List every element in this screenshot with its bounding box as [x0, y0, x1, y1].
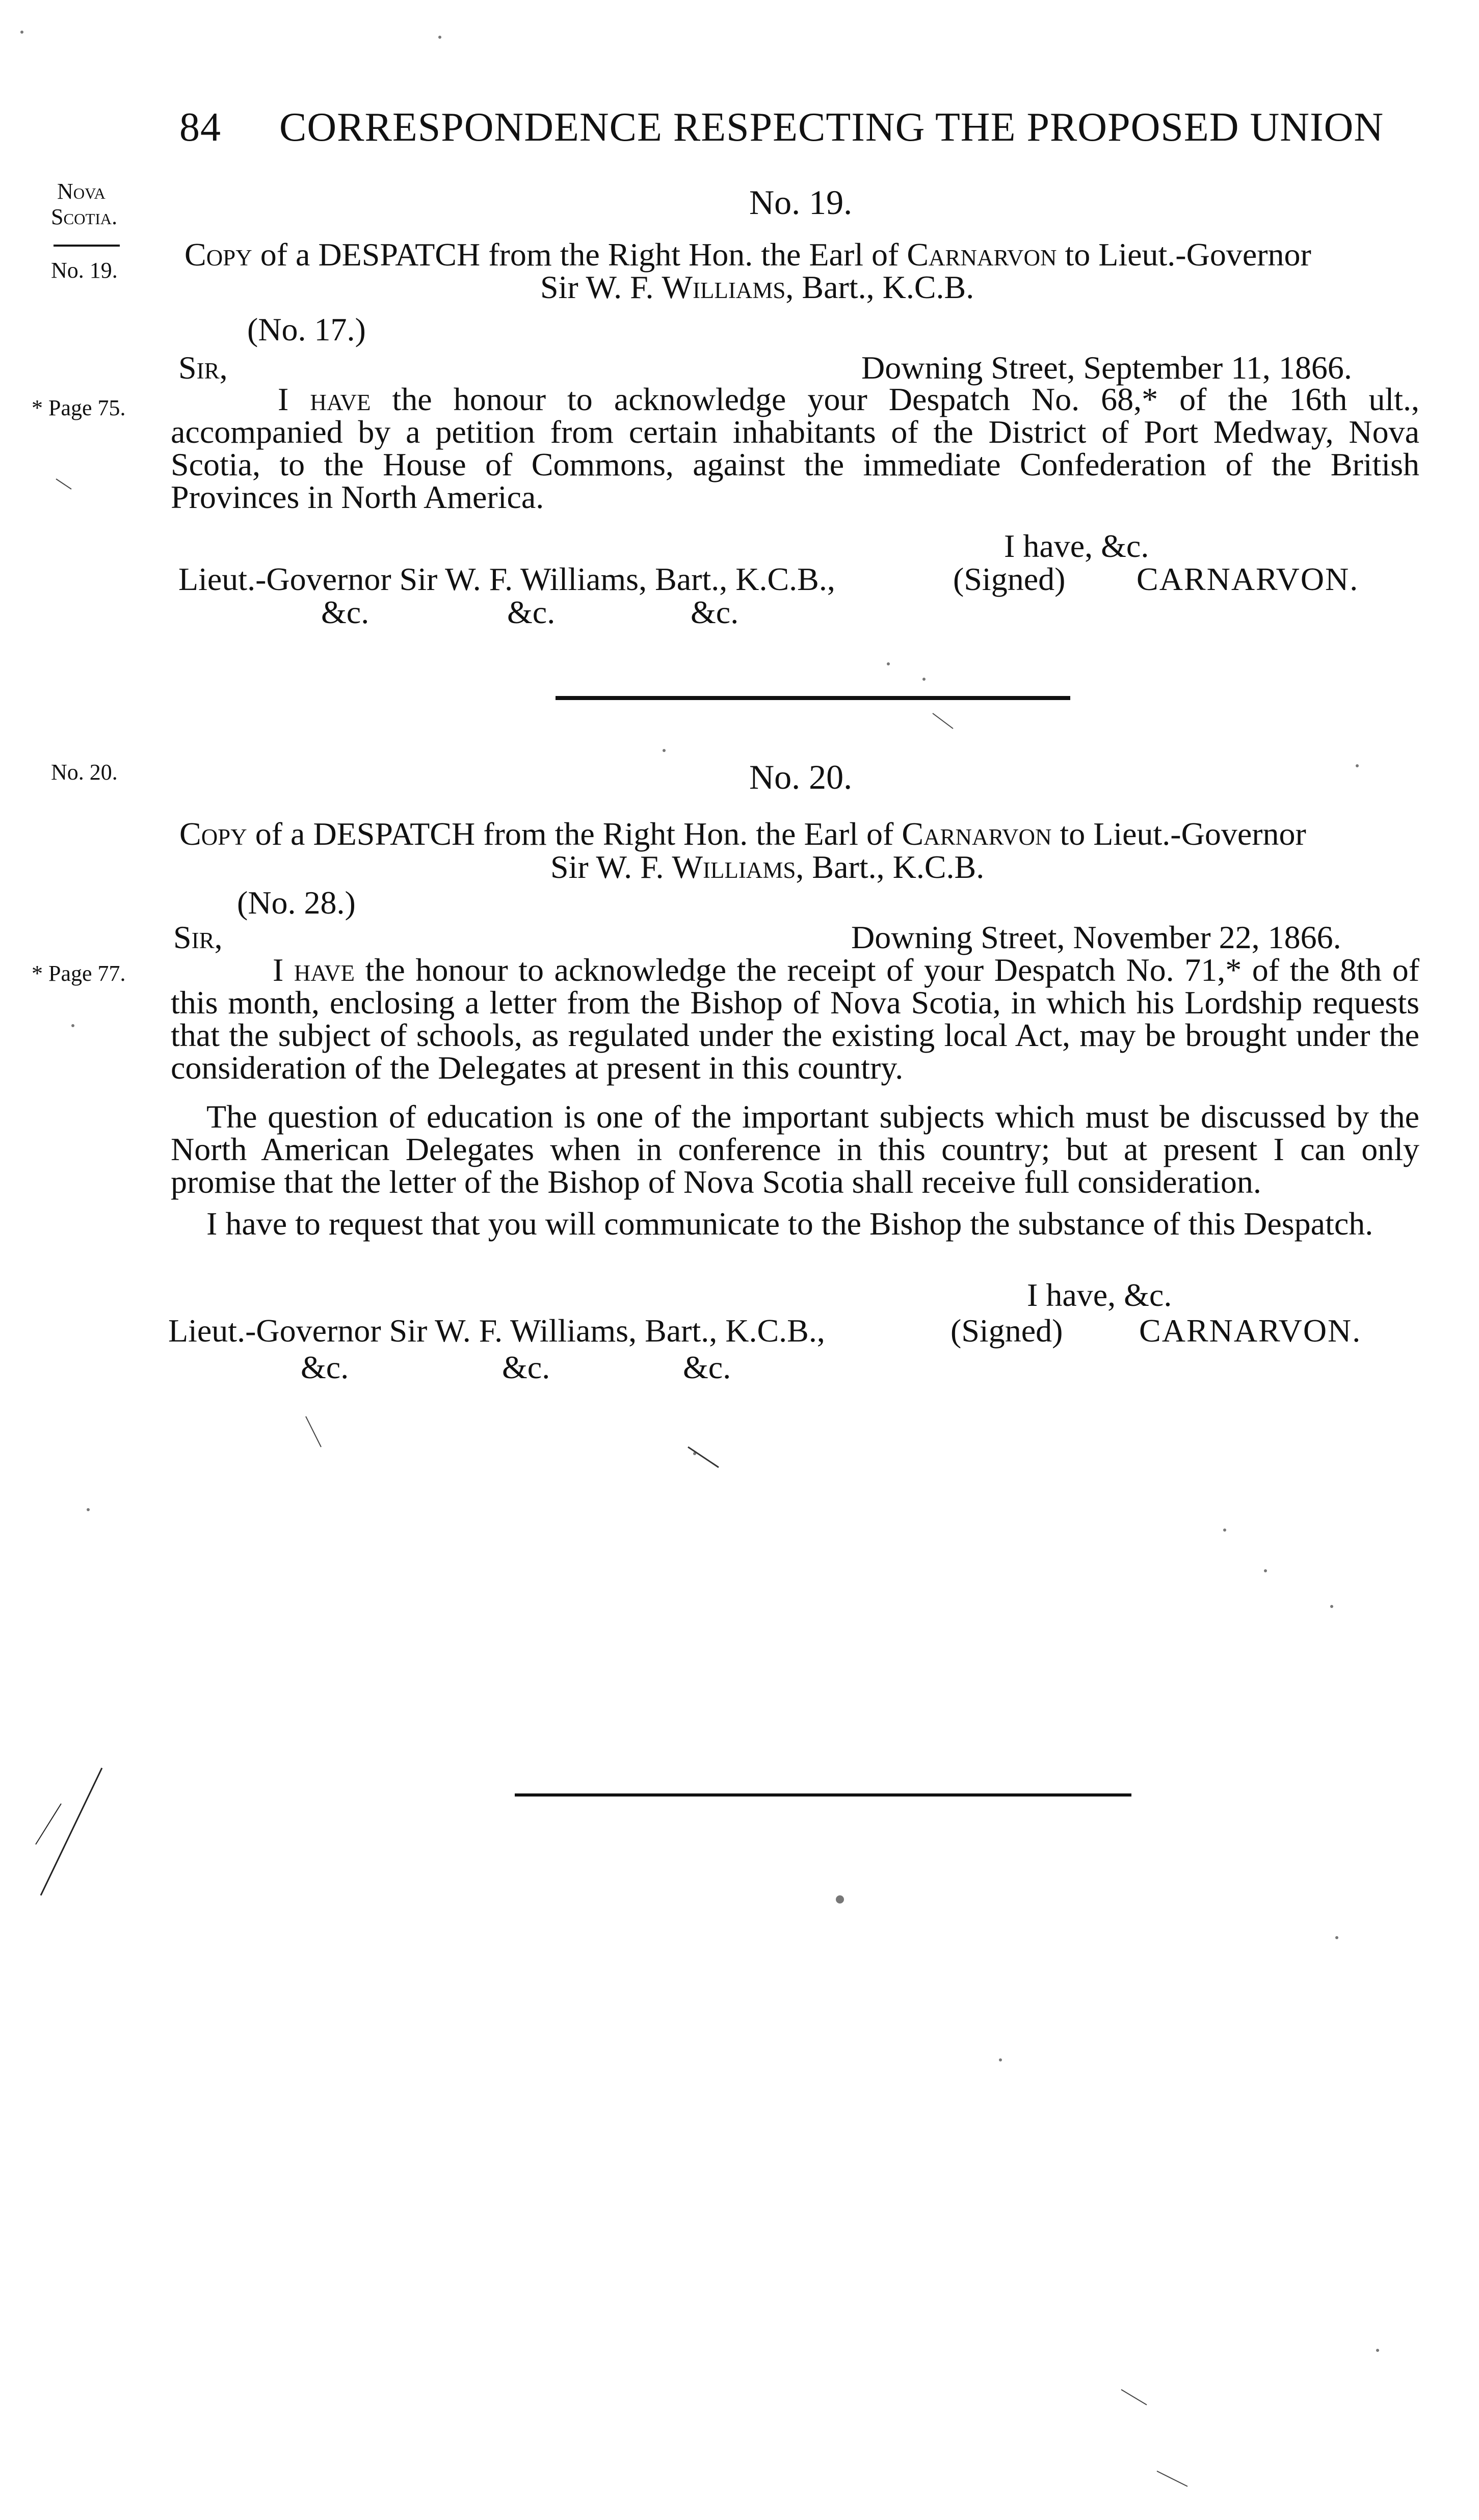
despatch-20-number: No. 20. — [749, 758, 853, 796]
despatch-20-para-lead: I have — [273, 952, 355, 988]
despatch-19-title-text: of a DESPATCH from the Right Hon. the Earl of — [260, 236, 899, 273]
despatch-19-sir: Sir W. F. — [540, 269, 654, 305]
despatch-19-title-to: to Lieut.-Governor — [1065, 236, 1311, 273]
margin-province-line1: Nova — [57, 179, 105, 204]
page-number: 84 — [179, 105, 221, 150]
despatch-19-para-text: the honour to acknowledge your Despatch No. 68,* of the 16th ult., accompanied by a petition from certain inhabitants of the District of Port Medway, Nova Scotia, to the House of Commons, against the immediate Confederation of the British Provinces in North America. — [171, 381, 1420, 515]
margin-ref-page75: * Page 75. — [32, 395, 126, 420]
despatch-20-salutation: Sir, — [173, 919, 223, 955]
despatch-20-etc-1: &c. — [301, 1349, 349, 1385]
despatch-20-addressee: Lieut.-Governor Sir W. F. Williams, Bart., K.C.B., — [168, 1312, 825, 1349]
despatch-20-closing: I have, &c. — [1027, 1277, 1172, 1313]
despatch-20-copy: Copy — [179, 816, 247, 852]
despatch-20-etc-2: &c. — [502, 1349, 550, 1385]
despatch-19-closing: I have, &c. — [1004, 528, 1149, 564]
despatch-19-copy: Copy — [184, 236, 252, 273]
despatch-20-title-to: to Lieut.-Governor — [1060, 816, 1306, 852]
despatch-19-number: No. 19. — [749, 183, 853, 222]
running-title: CORRESPONDENCE RESPECTING THE PROPOSED UNION — [279, 105, 1384, 150]
despatch-20-despatch-no: (No. 28.) — [237, 884, 356, 921]
despatch-19-addressee: Lieut.-Governor Sir W. F. Williams, Bart., K.C.B., — [178, 561, 835, 597]
despatch-20-bart: , Bart., K.C.B. — [796, 849, 985, 885]
despatch-19-etc-3: &c. — [691, 594, 739, 630]
despatch-20-para-text: the honour to acknowledge the receipt of your Despatch No. 71,* of the 8th of this month, enclosing a letter from the Bishop of Nova Scotia, in which his Lordship requests that the subject of schools, as regulated under the existing local Act, may be brought under the consideration of the Delegates at present in this country. — [171, 952, 1419, 1086]
despatch-19-earl-name: Carnarvon — [907, 236, 1057, 273]
despatch-19-bart: , Bart., K.C.B. — [785, 269, 974, 305]
despatch-19-para-lead: I have — [278, 381, 371, 417]
despatch-19-etc-1: &c. — [321, 594, 369, 630]
margin-note-no20: No. 20. — [51, 760, 118, 785]
margin-ref-page77: * Page 77. — [32, 961, 126, 986]
despatch-20-sir: Sir W. F. — [550, 849, 664, 885]
despatch-19-signature: CARNARVON. — [1137, 561, 1359, 597]
despatch-20-signed: (Signed) — [950, 1312, 1063, 1349]
despatch-19-etc-2: &c. — [507, 594, 556, 630]
despatch-19-salutation: Sir, — [178, 350, 228, 386]
despatch-19-despatch-no: (No. 17.) — [247, 311, 366, 347]
despatch-19-signed: (Signed) — [953, 561, 1066, 597]
despatch-19-williams: Williams — [662, 269, 786, 305]
despatch-20-title-text: of a DESPATCH from the Right Hon. the Earl of — [255, 816, 894, 852]
margin-note-no19: No. 19. — [51, 258, 118, 283]
margin-province-line2: Scotia. — [51, 204, 118, 229]
despatch-20-etc-3: &c. — [683, 1349, 731, 1385]
despatch-20-paragraph-2: The question of education is one of the important subjects which must be discussed by the North American Delegates when in conference in this country; but at present I can only promise that the letter of the Bishop of Nova Scotia shall receive full consideration. — [171, 1098, 1419, 1200]
despatch-20-earl-name: Carnarvon — [902, 816, 1052, 852]
despatch-20-williams: Williams — [672, 849, 796, 885]
despatch-20-signature: CARNARVON. — [1139, 1312, 1362, 1349]
despatch-19-place-date: Downing Street, September 11, 1866. — [861, 350, 1352, 386]
despatch-20-paragraph-3: I have to request that you will communicate to the Bishop the substance of this Despatch. — [206, 1205, 1374, 1242]
despatch-20-place-date: Downing Street, November 22, 1866. — [851, 919, 1341, 955]
